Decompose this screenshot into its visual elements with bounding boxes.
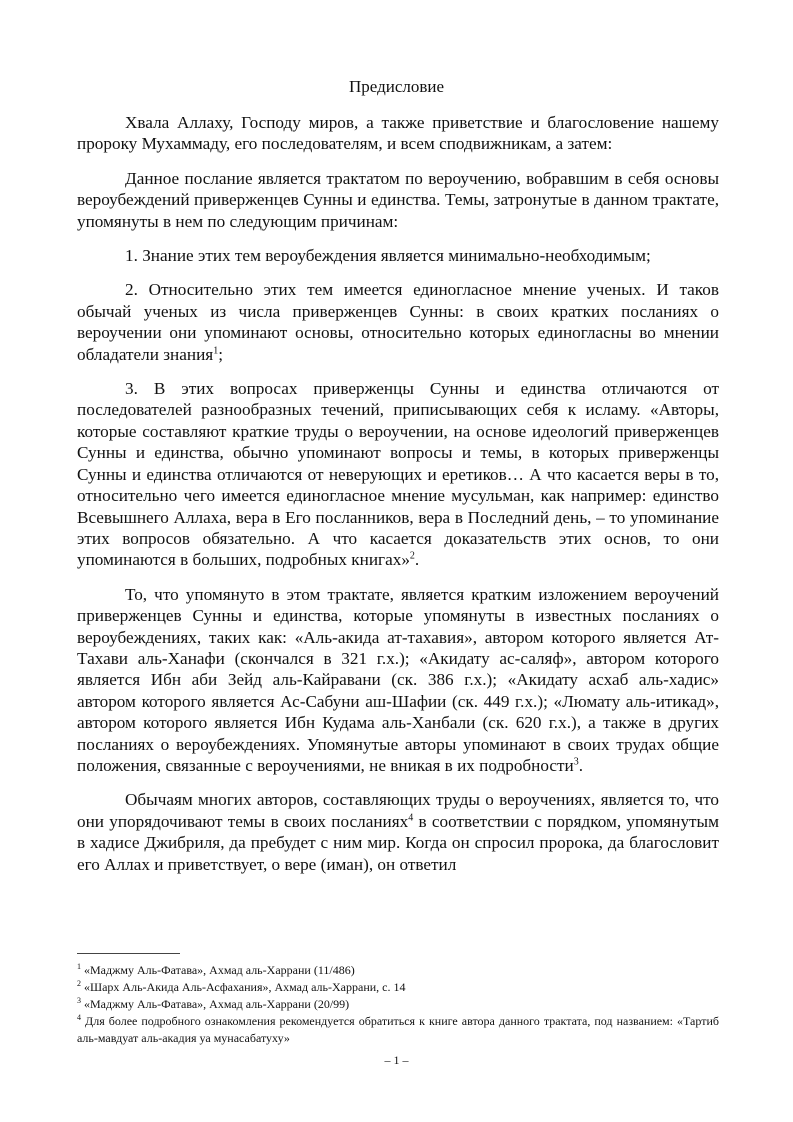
footnote-divider — [77, 953, 180, 954]
footnote-ref-3[interactable]: 3 — [573, 756, 579, 768]
list-item-2: 2. Относительно этих тем имеется единогласное мнение ученых. И таков обычай ученых из числа приверженцев Сунны: в своих кратких посланиях о вероучении они упоминают основы, относительно которых единогласны во мнении обладатели знания$^1$; — [77, 280, 719, 364]
document-body — [77, 112, 719, 888]
paragraph-custom: Обычаям многих авторов, составляющих труды о вероучениях, является то, что они упорядочивают темы в своих посланиях$^4$ в соответствии с порядком, упомянутым в хадисе Джибриля, да пребудет с ним мир. Когда он спросил пророка, да благословит его Аллах и приветствует, о вере (иман), он ответил — [77, 790, 719, 874]
paragraph-intro: Хвала Аллаху, Господу миров, а также приветствие и благословение нашему пророку Мухаммаду, его последователям, и всем сподвижникам, а затем: — [77, 113, 719, 154]
paragraph-purpose: Данное послание является трактатом по вероучению, вобравшим в себя основы вероубеждений приверженцев Сунны и единства. Темы, затронутые в данном трактате, упомянуты в нем по следующим причинам: — [77, 168, 719, 231]
footnote-ref-1[interactable]: 1 — [213, 344, 219, 356]
paragraph-summary: То, что упомянуто в этом трактате, является кратким изложением вероучений приверженцев Сунны и единства, которые упомянуты в известных посланиях о вероубеждениях, таких как: «Аль-акида ат-тахавия», автором которого является Ат-Тахави аль-Ханафи (скончался в 321 г.х.); «Акидату ас-саляф», автором которого является Ибн аби Зейд аль-Кайравани (ск. 386 г.х.); «Акидату асхаб аль-хадис» автором которого является Ас-Сабуни аш-Шафии (ск. 449 г.х.); «Люмату аль-итикад», автором которого является Ибн Кудама аль-Ханбали (ск. 620 г.х.), а также в других посланиях о вероубеждениях. Упомянутые авторы упоминают в своих трудах общие положения, связанные с вероучениями, не вникая в их подробности$^3$. — [77, 584, 719, 775]
footnotes — [77, 962, 719, 1047]
footnote-3: $^3$ «Маджму Аль-Фатава», Ахмад аль-Харрани (20/99) — [77, 996, 350, 1011]
footnote-ref-4[interactable]: 4 — [408, 812, 414, 824]
page-title: Предисловие — [348, 77, 445, 96]
list-item-1: 1. Знание этих тем вероубеждения является минимально-необходимым; — [125, 246, 651, 266]
page-number: – 1 – — [384, 1053, 409, 1067]
footnote-4: $^4$ Для более подробного ознакомления рекомендуется обратиться к книге автора данного трактата, под названием: «Тартиб аль-мавдуат аль-акадия уа мунасабатуху» — [77, 1013, 719, 1045]
footnote-1: $^1$ «Маджму Аль-Фатава», Ахмад аль-Харрани (11/486) — [77, 962, 355, 977]
footnote-2: $^2$ «Шарх Аль-Акида Аль-Асфахания», Ахмад аль-Харрани, с. 14 — [77, 979, 406, 994]
list-item-3: 3. В этих вопросах приверженцы Сунны и единства отличаются от последователей разнообразных течений, приписывающих себя к исламу. «Авторы, которые составляют краткие труды о вероучении, на основе идеологий приверженцев Сунны и единства, обычно упоминают вопросы и темы, в которых приверженцы Сунны и единства отличаются от неверующих и еретиков… А что касается веры в то, относительно чего имеется единогласное мнение мусульман, как например: единство Всевышнего Аллаха, вера в Его посланников, вера в Последний день, – то упоминание этих вопросов обязательно. А что касается доказательств этих основ, то они упоминаются в больших, подробных книгах»$^2$. — [77, 379, 719, 570]
footnote-ref-2[interactable]: 2 — [409, 550, 415, 562]
